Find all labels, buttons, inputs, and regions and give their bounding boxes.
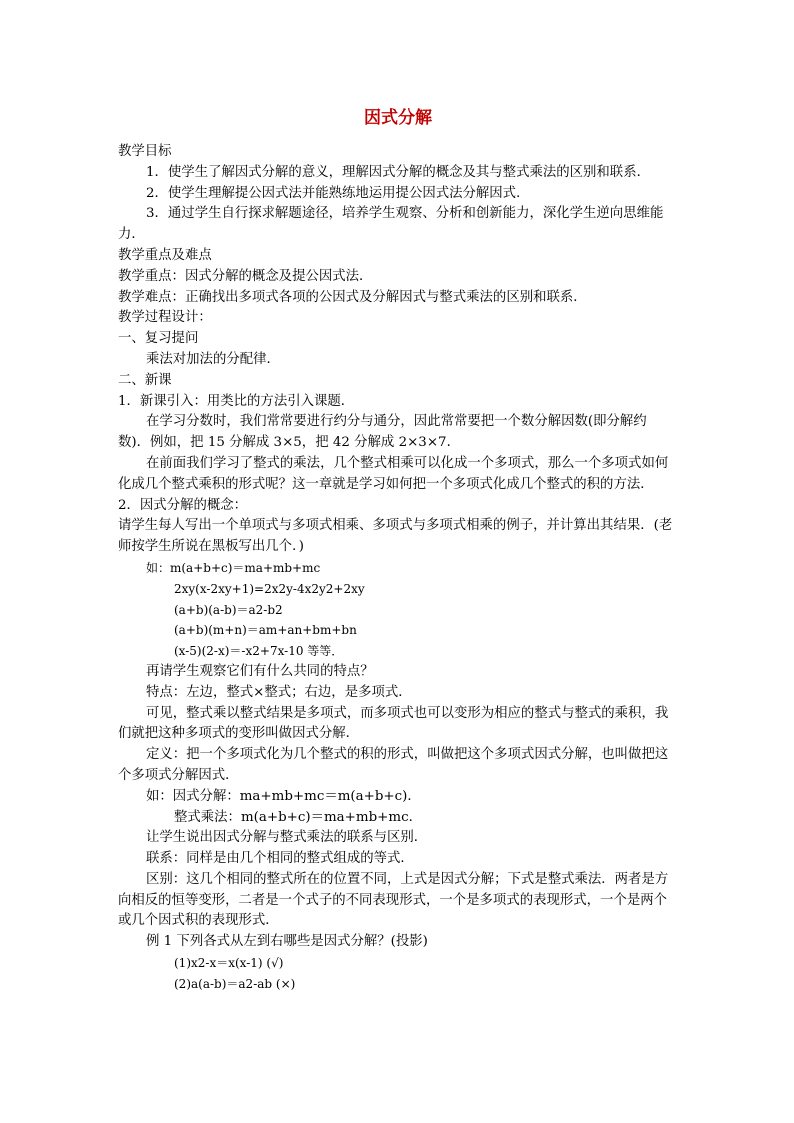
text-line: 在前面我们学习了整式的乘法，几个整式相乘可以化成一个多项式，那么一个多项式如何化成几个整式乘积的形式呢？这一章就是学习如何把一个多项式化成几个整式的积的方法． — [118, 455, 669, 492]
text-line: 定义：把一个多项式化为几个整式的积的形式，叫做把这个多项式因式分解，也叫做把这个多项式分解因式． — [118, 747, 669, 783]
text-line: 教学难点：正确找出多项式各项的公因式及分解因式与整式乘法的区别和联系． — [118, 289, 587, 305]
text-line: 1．使学生了解因式分解的意义，理解因式分解的概念及其与整式乘法的区别和联系． — [146, 164, 650, 180]
text-line: 一、复习提问 — [118, 331, 199, 347]
text-line: 整式乘法：m(a+b+c)＝ma+mb+mc． — [174, 809, 422, 825]
text-line: 请学生每人写出一个单项式与多项式相乘、多项式与多项式相乘的例子，并计算出其结果．(老师按学生所说在黑板写出几个．) — [118, 518, 673, 555]
text-line: 在学习分数时，我们常常要进行约分与通分，因此常常要把一个数分解因数(即分解约数)．例如，把 15 分解成 3×5，把 42 分解成 2×3×7． — [118, 414, 647, 451]
text-line: 乘法对加法的分配律． — [146, 351, 280, 367]
text-line: 如：因式分解：ma+mb+mc＝m(a+b+c)． — [146, 788, 421, 804]
text-line: (x-5)(2-x)＝-x2+7x-10 等等． — [174, 644, 344, 659]
document-body — [118, 142, 678, 995]
document-page — [118, 104, 678, 995]
text-line: 联系：同样是由几个相同的整式组成的等式． — [146, 851, 414, 867]
text-line: (a+b)(m+n)＝am+an+bm+bn — [174, 623, 357, 638]
document-title: 因式分解 — [364, 108, 432, 128]
text-line: 二、新课 — [118, 372, 172, 388]
text-line: 1．新课引入：用类比的方法引入课题． — [118, 393, 355, 409]
text-line: 教学目标 — [118, 144, 172, 159]
text-line: 特点：左边，整式×整式；右边，是多项式． — [146, 684, 412, 700]
text-line: 2．因式分解的概念： — [118, 497, 248, 513]
text-line: 例 1 下列各式从左到右哪些是因式分解？(投影) — [146, 934, 428, 950]
text-line: 让学生说出因式分解与整式乘法的联系与区别． — [146, 830, 428, 846]
text-line: 2．使学生理解提公因式法并能熟练地运用提公因式法分解因式． — [146, 185, 530, 201]
text-line: 教学重点：因式分解的概念及提公因式法． — [118, 268, 373, 284]
text-line: 2xy(x-2xy+1)=2x2y-4x2y2+2xy — [174, 581, 365, 596]
text-line: (2)a(a-b)＝a2-ab (×) — [174, 976, 296, 991]
text-line: 区别：这几个相同的整式所在的位置不同，上式是因式分解；下式是整式乘法．两者是方向相反的恒等变形，二者是一个式子的不同表现形式，一个是多项式的表现形式，一个是两个或几个因式积的表现形式． — [118, 871, 669, 929]
text-line: 如：m(a+b+c)＝ma+mb+mc — [146, 560, 321, 575]
text-line: (a+b)(a-b)＝a2-b2 — [174, 602, 283, 617]
text-line: 3．通过学生自行探求解题途径，培养学生观察、分析和创新能力，深化学生逆向思维能力． — [118, 206, 664, 243]
text-line: 教学重点及难点 — [118, 247, 212, 263]
text-line: (1)x2-x＝x(x-1) (√) — [174, 956, 284, 971]
text-line: 可见，整式乘以整式结果是多项式，而多项式也可以变形为相应的整式与整式的乘积，我们就把这种多项式的变形叫做因式分解． — [118, 705, 669, 742]
text-line: 再请学生观察它们有什么共同的特点？ — [146, 663, 374, 679]
text-line: 教学过程设计： — [118, 310, 212, 326]
